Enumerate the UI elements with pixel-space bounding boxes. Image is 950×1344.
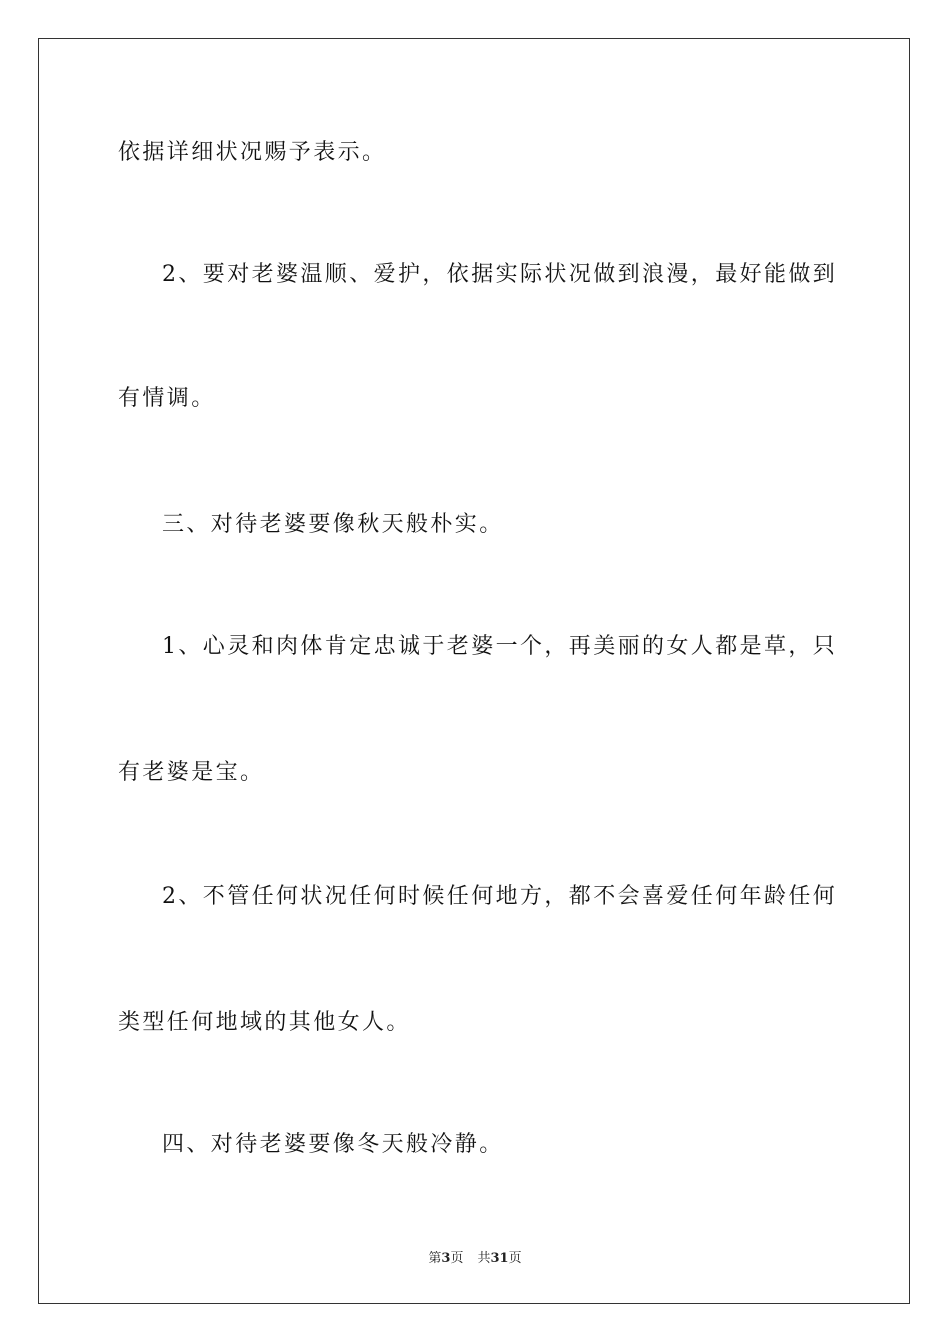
paragraph-line-7: 2、不管任何状况任何时候任何地方，都不会喜爱任何年龄任何 xyxy=(162,884,838,909)
section-heading-4: 四、对待老婆要像冬天般冷静。 xyxy=(162,1132,504,1157)
section-heading-3: 三、对待老婆要像秋天般朴实。 xyxy=(162,512,504,537)
total-page-count: 31 xyxy=(490,1251,509,1266)
current-page-number: 3 xyxy=(441,1251,451,1266)
paragraph-line-2: 2、要对老婆温顺、爱护，依据实际状况做到浪漫，最好能做到 xyxy=(162,262,838,287)
paragraph-line-6: 有老婆是宝。 xyxy=(118,760,265,785)
paragraph-line-8: 类型任何地域的其他女人。 xyxy=(118,1010,411,1035)
paragraph-line-3: 有情调。 xyxy=(118,386,216,411)
paragraph-line-5: 1、心灵和肉体肯定忠诚于老婆一个，再美丽的女人都是草，只 xyxy=(162,634,838,659)
paragraph-line-1: 依据详细状况赐予表示。 xyxy=(118,140,387,165)
page-label-suffix: 页 xyxy=(450,1251,464,1266)
total-label-prefix: 共 xyxy=(477,1251,491,1266)
page-label-prefix: 第 xyxy=(428,1251,442,1266)
page-border xyxy=(38,38,910,1304)
page-footer xyxy=(0,1247,950,1266)
total-label-suffix: 页 xyxy=(508,1251,522,1266)
